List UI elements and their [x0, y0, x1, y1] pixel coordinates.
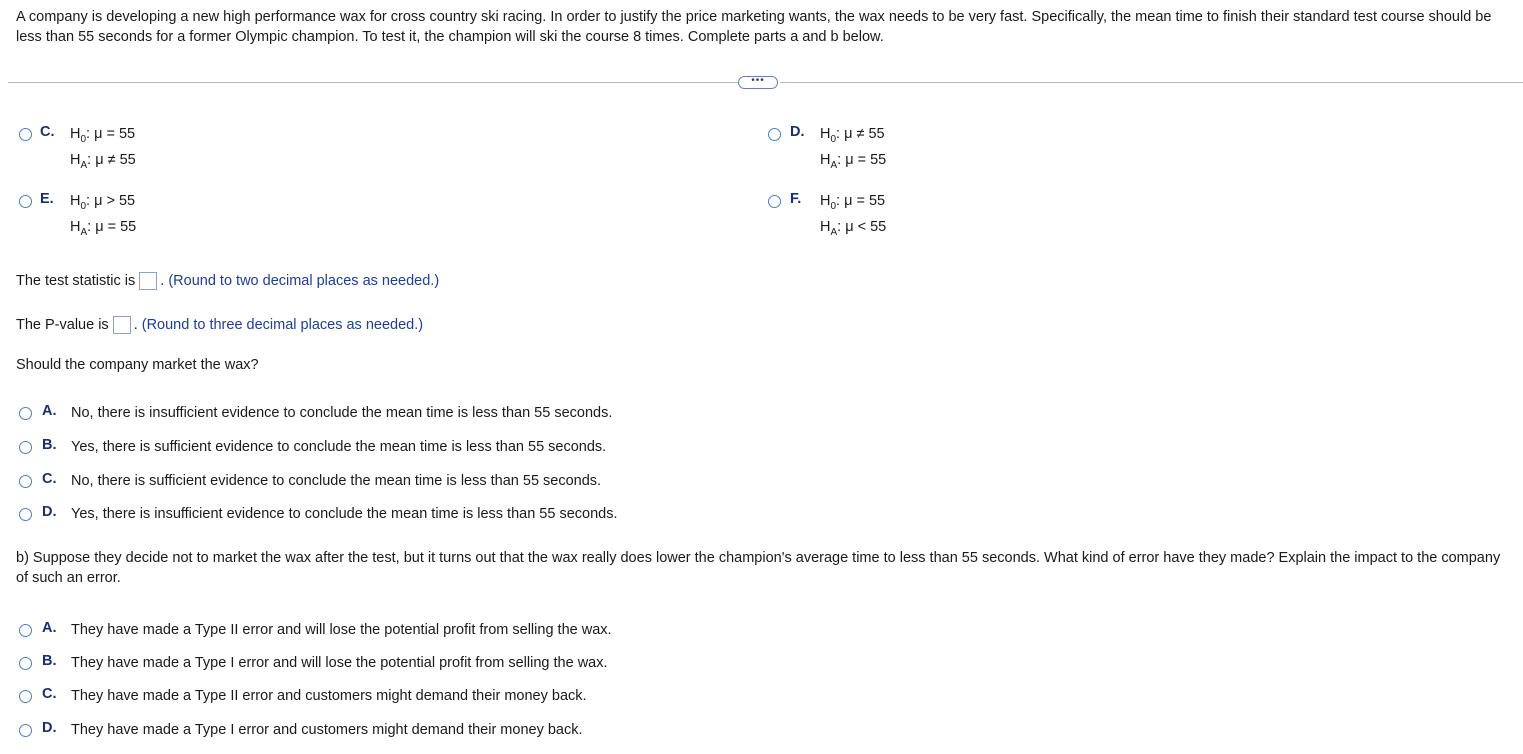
error-option-d-text: They have made a Type I error and customers might demand their money back. [71, 722, 583, 738]
hypothesis-d-radio[interactable] [768, 128, 781, 141]
option-letter: D. [42, 720, 57, 736]
error-option-a-radio[interactable] [19, 624, 32, 637]
hypothesis-f-h0: $H_0$: μ = 55 [820, 193, 886, 212]
hypothesis-c-radio[interactable] [19, 128, 32, 141]
error-option-d-radio[interactable] [19, 724, 32, 737]
divider [780, 82, 1523, 83]
p-value-row: The P-value is . (Round to three decimal places as needed.) [16, 317, 424, 333]
option-letter: E. [40, 191, 54, 207]
market-question: Should the company market the wax? [16, 357, 259, 373]
option-letter: F. [790, 191, 802, 207]
test-statistic-input[interactable] [139, 272, 157, 290]
part-b-question: b) Suppose they decide not to market the wax after the test, but it turns out that the wax really does lower the champion's average time to less than 55 seconds. What kind of error have they made? Explain the impact to the company of such an error. [16, 550, 1501, 586]
option-letter: C. [42, 686, 57, 702]
option-letter: A. [42, 620, 57, 636]
market-option-b-radio[interactable] [19, 441, 32, 454]
hypothesis-c-h0: $H_0$: μ = 55 [70, 126, 136, 145]
market-option-a-radio[interactable] [19, 407, 32, 420]
p-value-label: The P-value is [16, 317, 109, 333]
option-letter: A. [42, 403, 57, 419]
test-statistic-hint: (Round to two decimal places as needed.) [168, 273, 440, 289]
error-option-a-text: They have made a Type II error and will lose the potential profit from selling the wax. [71, 622, 612, 638]
option-letter: B. [42, 653, 57, 669]
option-letter: B. [42, 437, 57, 453]
hypothesis-e-radio[interactable] [19, 195, 32, 208]
hypothesis-e-ha: $H_A$: μ = 55 [70, 219, 137, 238]
market-option-d-radio[interactable] [19, 508, 32, 521]
option-letter: C. [40, 124, 55, 140]
hypothesis-f-ha: $H_A$: μ < 55 [820, 219, 887, 238]
p-value-input[interactable] [113, 316, 131, 334]
option-letter: D. [42, 504, 57, 520]
error-option-c-text: They have made a Type II error and customers might demand their money back. [71, 688, 587, 704]
hypothesis-e-h0: $H_0$: μ > 55 [70, 193, 136, 212]
p-value-hint: (Round to three decimal places as needed.) [141, 317, 424, 333]
market-option-d-text: Yes, there is insufficient evidence to conclude the mean time is less than 55 seconds. [71, 506, 618, 522]
test-statistic-row: The test statistic is . (Round to two decimal places as needed.) [16, 273, 440, 289]
hypothesis-d-h0: $H_0$: μ ≠ 55 [820, 126, 885, 145]
hypothesis-d-ha: $H_A$: μ = 55 [820, 152, 887, 171]
error-option-c-radio[interactable] [19, 690, 32, 703]
option-letter: C. [42, 471, 57, 487]
error-option-b-text: They have made a Type I error and will lose the potential profit from selling the wax. [71, 655, 608, 671]
hypothesis-f-radio[interactable] [768, 195, 781, 208]
expand-more-button[interactable]: ••• [738, 76, 778, 89]
market-option-a-text: No, there is insufficient evidence to conclude the mean time is less than 55 seconds. [71, 405, 613, 421]
market-option-c-radio[interactable] [19, 475, 32, 488]
divider [8, 82, 738, 83]
problem-statement: A company is developing a new high performance wax for cross country ski racing. In order to justify the price marketing wants, the wax needs to be very fast. Specifically, the mean time to finish their standard test course should be less than 55 seconds for a former Olympic champion. To test it, the champion will ski the course 8 times. Complete parts a and b below. [16, 9, 1492, 45]
option-letter: D. [790, 124, 805, 140]
error-option-b-radio[interactable] [19, 657, 32, 670]
hypothesis-c-ha: $H_A$: μ ≠ 55 [70, 152, 136, 171]
market-option-b-text: Yes, there is sufficient evidence to conclude the mean time is less than 55 seconds. [71, 439, 607, 455]
test-statistic-label: The test statistic is [16, 273, 136, 289]
market-option-c-text: No, there is sufficient evidence to conclude the mean time is less than 55 seconds. [71, 473, 602, 489]
